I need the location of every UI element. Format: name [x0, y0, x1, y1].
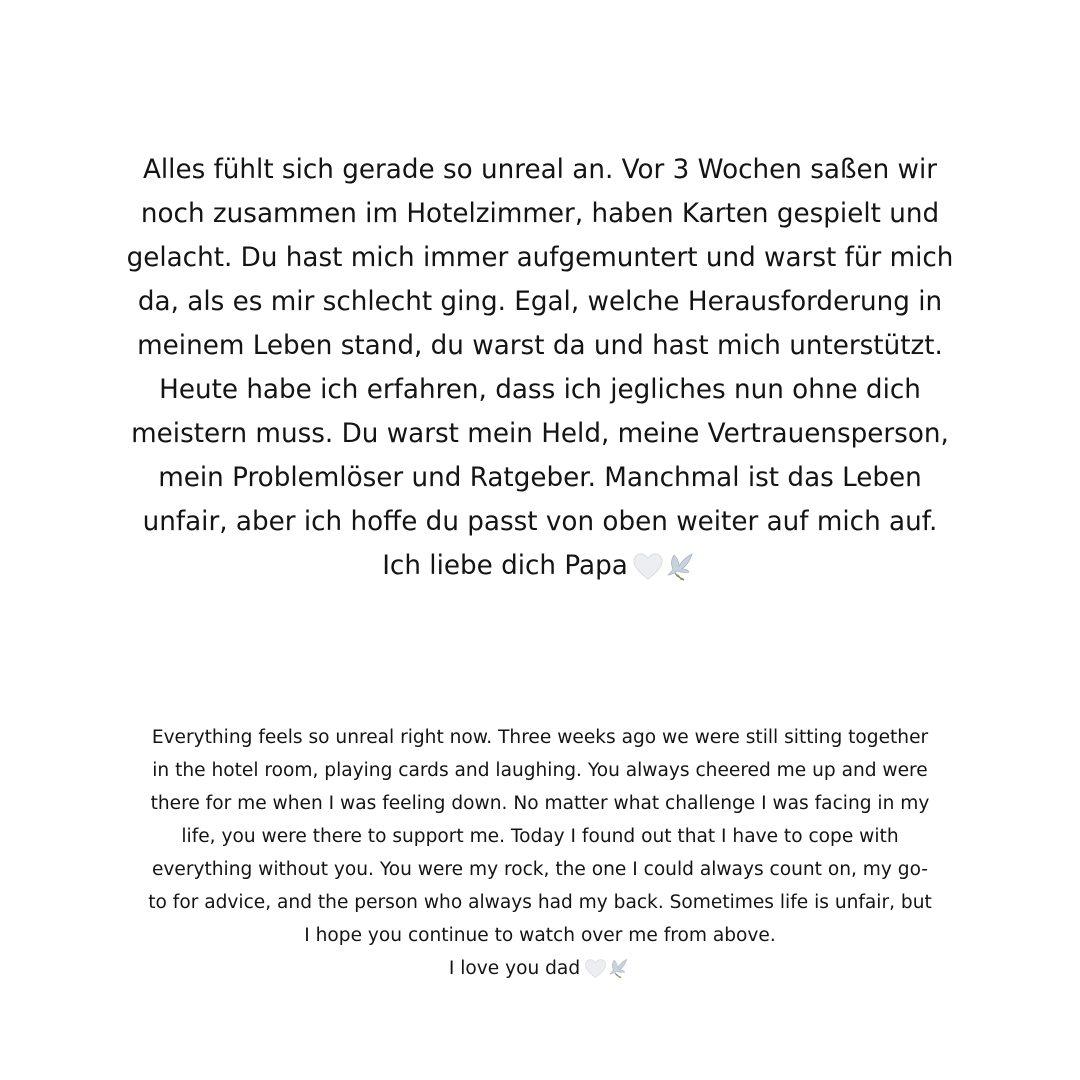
emoji-group [632, 545, 698, 589]
white-heart-icon [632, 552, 664, 582]
german-line: da, als es mir schlecht ging. Egal, welche Herausforderung in [137, 287, 943, 317]
english-message [0, 721, 1080, 985]
german-line: Alles fühlt sich gerade so unreal an. Vor 3 Wochen saßen wir [142, 155, 938, 185]
german-line: unfair, aber ich hoffe du passt von oben weiter auf mich auf. [142, 507, 938, 537]
german-line: meinem Leben stand, du warst da und hast mich unterstützt. [137, 331, 943, 361]
german-line: meistern muss. Du warst mein Held, meine Vertrauensperson, [131, 419, 949, 449]
german-closing-line [0, 544, 1080, 589]
german-line: Heute habe ich erfahren, dass ich jegliches nun ohne dich [159, 375, 921, 405]
english-line: life, you were there to support me. Today I found out that I have to cope with [181, 826, 899, 847]
english-line: everything without you. You were my rock, the one I could always count on, my go- [151, 859, 929, 880]
german-line: noch zusammen im Hotelzimmer, haben Karten gespielt und [140, 199, 940, 229]
english-line: I hope you continue to watch over me from above. [304, 925, 776, 946]
english-line: Everything feels so unreal right now. Three weeks ago we were still sitting together [151, 727, 929, 748]
english-closing-line [0, 952, 1080, 985]
english-line: in the hotel room, playing cards and laughing. You always cheered me up and were [152, 760, 928, 781]
german-line: mein Problemlöser und Ratgeber. Manchmal ist das Leben [158, 463, 922, 493]
english-line: there for me when I was feeling down. No matter what challenge I was facing in my [150, 793, 930, 814]
dove-of-peace-icon [607, 957, 631, 980]
english-line: to for advice, and the person who always had my back. Sometimes life is unfair, but [148, 892, 932, 913]
german-message [0, 148, 1080, 589]
emoji-group [584, 952, 631, 985]
white-heart-icon [584, 958, 607, 980]
german-line: gelacht. Du hast mich immer aufgemuntert und warst für mich [126, 243, 954, 273]
dove-of-peace-icon [664, 551, 698, 583]
english-closing: I love you dad [448, 958, 581, 979]
german-closing: Ich liebe dich Papa [382, 551, 628, 581]
